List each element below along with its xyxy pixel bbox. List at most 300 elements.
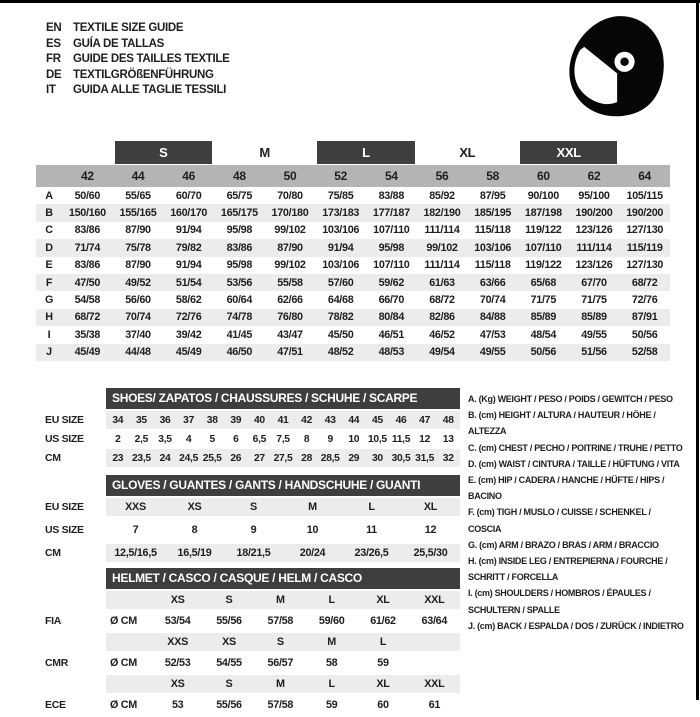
language-code: EN bbox=[46, 22, 62, 34]
measure-row-f bbox=[36, 274, 670, 291]
measure-value: 65/68 bbox=[530, 276, 557, 289]
diameter-unit: Ø CM bbox=[110, 615, 137, 627]
row-letter: D bbox=[45, 241, 53, 254]
measure-value: 190/200 bbox=[626, 207, 664, 220]
measure-row-h bbox=[36, 309, 670, 326]
size-number: 52 bbox=[334, 169, 348, 183]
measure-row-c bbox=[36, 222, 670, 239]
size-number: 50 bbox=[283, 169, 297, 183]
helmet-value: 57/58 bbox=[267, 615, 294, 627]
language-list bbox=[46, 21, 230, 99]
measure-value: 71/74 bbox=[74, 241, 101, 254]
row-label: CM bbox=[45, 452, 61, 464]
size-value: 18/21,5 bbox=[236, 547, 271, 559]
values-row bbox=[106, 430, 460, 448]
helmet-size: XXS bbox=[167, 636, 189, 648]
measure-value: 63/66 bbox=[479, 276, 506, 289]
helmet-value-row bbox=[36, 654, 460, 672]
size-value: 41 bbox=[277, 414, 289, 426]
helmet-size: M bbox=[275, 594, 285, 606]
measure-value: 66/70 bbox=[378, 294, 405, 307]
language-label: GUIDA ALLE TAGLIE TESSILI bbox=[73, 84, 227, 97]
measure-row-b bbox=[36, 204, 670, 221]
size-number: 62 bbox=[587, 169, 601, 183]
size-value: M bbox=[308, 501, 317, 513]
measure-value: 60/70 bbox=[175, 189, 202, 202]
legend-item: E. (cm) HIP / CADERA / HANCHE / HÜFTE / HIPS / BACINO bbox=[468, 475, 665, 502]
measure-value: 173/183 bbox=[322, 207, 360, 220]
measure-value: 62/66 bbox=[277, 294, 303, 307]
size-value: 10 bbox=[348, 433, 360, 445]
measure-value: 95/100 bbox=[578, 189, 610, 202]
measure-row-d bbox=[36, 239, 670, 256]
size-value: 6 bbox=[233, 433, 239, 445]
size-value: 9 bbox=[250, 524, 257, 536]
measure-value: 127/130 bbox=[626, 224, 664, 237]
standard-label: FIA bbox=[45, 615, 62, 627]
helmet-size: XS bbox=[170, 678, 185, 690]
size-value: 27,5 bbox=[273, 452, 293, 464]
measure-value: 87/90 bbox=[125, 259, 151, 272]
measure-value: 46/50 bbox=[226, 346, 253, 359]
shoes-rows bbox=[36, 411, 460, 467]
measure-value: 150/160 bbox=[68, 207, 106, 220]
measure-value: 115/119 bbox=[626, 241, 663, 254]
measure-value: 72/76 bbox=[631, 294, 658, 307]
measure-row-e bbox=[36, 257, 670, 274]
helmet-value-row bbox=[36, 612, 460, 630]
helmet-size: XS bbox=[222, 636, 236, 648]
helmet-size-row bbox=[36, 591, 460, 609]
measure-value: 190/200 bbox=[575, 207, 613, 220]
values-row bbox=[106, 544, 460, 562]
measure-value: 115/118 bbox=[474, 224, 511, 237]
size-group-m: M bbox=[259, 145, 270, 160]
helmet-size: XS bbox=[170, 594, 185, 606]
size-value: 12 bbox=[419, 433, 431, 445]
language-row bbox=[46, 21, 230, 37]
measure-value: 50/56 bbox=[530, 346, 557, 359]
language-label: GUÍA DE TALLAS bbox=[73, 37, 164, 50]
diameter-unit: Ø CM bbox=[110, 699, 137, 711]
measure-value: 107/110 bbox=[525, 241, 562, 254]
measure-value: 46/52 bbox=[429, 328, 455, 341]
row-letter: A bbox=[45, 189, 53, 202]
language-code: ES bbox=[46, 37, 61, 50]
size-row bbox=[36, 521, 460, 539]
size-value: 28 bbox=[301, 452, 313, 464]
legend-list bbox=[460, 388, 686, 717]
measure-value: 48/54 bbox=[530, 328, 557, 341]
measure-value: 46/51 bbox=[378, 328, 405, 341]
measure-value: 61/63 bbox=[429, 276, 455, 289]
size-value: 43 bbox=[324, 414, 336, 426]
measure-value: 47/51 bbox=[277, 346, 303, 359]
helmet-value-row bbox=[36, 696, 460, 714]
size-value: XS bbox=[187, 501, 202, 513]
size-value: L bbox=[368, 501, 375, 513]
main-table-body bbox=[36, 187, 670, 361]
size-group-xxl: XXL bbox=[520, 141, 617, 164]
size-value: 2 bbox=[115, 433, 121, 445]
measure-value: 79/82 bbox=[175, 241, 202, 254]
measure-value: 103/106 bbox=[322, 224, 360, 237]
size-number: 58 bbox=[486, 169, 500, 183]
measure-value: 45/50 bbox=[327, 328, 354, 341]
helmet-value: 59/60 bbox=[318, 615, 345, 627]
language-code: DE bbox=[46, 68, 62, 81]
size-number: 56 bbox=[435, 169, 449, 183]
row-label: US SIZE bbox=[45, 433, 84, 445]
legend-item: A. (Kg) WEIGHT / PESO / POIDS / GEWITCH / PESO bbox=[468, 394, 673, 404]
measure-value: 68/72 bbox=[74, 311, 101, 324]
helmet-values bbox=[106, 654, 460, 672]
legend-item: J. (cm) BACK / ESPALDA / DOS / ZURÜCK / INDIETRO bbox=[468, 620, 684, 631]
size-value: 11 bbox=[366, 524, 377, 536]
measure-value: 70/74 bbox=[125, 311, 151, 324]
legend-item: F. (cm) TIGH / MUSLO / CUISSE / SCHENKEL / COSCIA bbox=[468, 507, 651, 534]
size-value: S bbox=[250, 501, 257, 513]
measure-value: 85/92 bbox=[429, 189, 455, 202]
row-label: EU SIZE bbox=[45, 501, 84, 513]
textile-size-table bbox=[36, 140, 670, 361]
size-value: 4 bbox=[185, 433, 192, 445]
size-value: 3,5 bbox=[158, 433, 172, 445]
size-group-s: S bbox=[115, 141, 212, 164]
measure-value: 177/187 bbox=[372, 207, 410, 220]
size-value: 44 bbox=[348, 414, 360, 426]
measure-value: 87/91 bbox=[631, 311, 658, 324]
size-value: 46 bbox=[395, 414, 407, 426]
size-value: 34 bbox=[112, 414, 124, 426]
size-number-row bbox=[36, 165, 670, 187]
standard-label: CMR bbox=[45, 657, 69, 669]
size-number: 60 bbox=[536, 169, 550, 183]
measure-value: 111/114 bbox=[424, 224, 460, 237]
helmet-size-row bbox=[36, 675, 460, 693]
measure-value: 91/94 bbox=[175, 224, 202, 237]
measure-row-g bbox=[36, 291, 670, 308]
measure-value: 56/60 bbox=[125, 294, 151, 307]
helmet-value: 59 bbox=[377, 657, 389, 669]
language-code: FR bbox=[46, 53, 61, 66]
size-group-row bbox=[36, 140, 670, 165]
helmet-size: S bbox=[225, 678, 233, 690]
measure-value: 51/54 bbox=[175, 276, 202, 289]
measure-value: 83/86 bbox=[74, 259, 101, 272]
language-row bbox=[46, 37, 230, 53]
measure-value: 83/86 bbox=[226, 241, 253, 254]
measure-value: 49/52 bbox=[125, 276, 151, 289]
size-value: 32 bbox=[442, 452, 454, 464]
measure-value: 64/68 bbox=[327, 294, 354, 307]
size-row bbox=[36, 430, 460, 448]
size-row bbox=[36, 411, 460, 429]
size-value: 26 bbox=[230, 452, 242, 464]
size-row bbox=[36, 449, 460, 467]
size-value: 11,5 bbox=[391, 433, 411, 445]
lower-section bbox=[36, 388, 686, 717]
size-value: 5 bbox=[209, 433, 215, 445]
measure-value: 41/45 bbox=[226, 328, 253, 341]
gloves-section-header: GLOVES / GUANTES / GANTS / HANDSCHUHE / GUANTI bbox=[106, 475, 460, 496]
measure-value: 87/90 bbox=[125, 224, 151, 237]
measure-value: 82/86 bbox=[429, 311, 455, 324]
size-value: 10 bbox=[306, 524, 319, 536]
helmet-value: 53 bbox=[171, 699, 184, 711]
size-value: 36 bbox=[159, 414, 171, 426]
measure-value: 49/55 bbox=[581, 328, 607, 341]
row-letter: J bbox=[46, 346, 52, 359]
helmet-size: L bbox=[379, 636, 387, 648]
helmet-section bbox=[36, 568, 460, 714]
measure-value: 85/89 bbox=[530, 311, 557, 324]
measure-value: 127/130 bbox=[626, 259, 664, 272]
helmet-icon bbox=[556, 13, 674, 119]
measure-value: 107/110 bbox=[373, 224, 410, 237]
measure-value: 91/94 bbox=[327, 241, 354, 254]
values-row bbox=[106, 411, 460, 429]
size-value: 12 bbox=[424, 524, 437, 536]
measure-value: 182/190 bbox=[423, 207, 461, 220]
measure-value: 58/62 bbox=[175, 294, 202, 307]
legend-item: I. (cm) SHOULDERS / HOMBROS / ÉPAULES / SCHULTERN / SPALLE bbox=[468, 588, 651, 615]
measure-value: 57/60 bbox=[327, 276, 354, 289]
helmet-value: 58 bbox=[325, 657, 338, 669]
helmet-value: 55/56 bbox=[216, 615, 242, 627]
helmet-value: 61/62 bbox=[370, 615, 396, 627]
helmet-sizes bbox=[106, 633, 460, 651]
helmet-sizes bbox=[106, 591, 460, 609]
measure-value: 170/180 bbox=[271, 207, 309, 220]
size-value: 23,5 bbox=[131, 452, 151, 464]
measure-value: 78/82 bbox=[327, 311, 354, 324]
measure-value: 48/52 bbox=[327, 346, 354, 359]
size-value: 30,5 bbox=[391, 452, 411, 464]
size-value: 39 bbox=[230, 414, 242, 426]
size-value: 40 bbox=[253, 414, 265, 426]
row-letter: I bbox=[47, 328, 51, 341]
measure-value: 87/90 bbox=[277, 241, 303, 254]
measure-value: 91/94 bbox=[175, 259, 202, 272]
measure-value: 53/56 bbox=[226, 276, 253, 289]
helmet-value: 61 bbox=[428, 699, 441, 711]
size-value: 9 bbox=[327, 433, 333, 445]
top-border-line bbox=[0, 0, 700, 3]
legend-item: B. (cm) HEIGHT / ALTURA / HAUTEUR / HÖHE / ALTEZZA bbox=[468, 410, 656, 437]
helmet-size: L bbox=[328, 594, 335, 606]
measure-value: 111/114 bbox=[424, 259, 460, 272]
size-number: 42 bbox=[80, 169, 94, 183]
legend-item: H. (cm) INSIDE LEG / ENTREPIERNA / FOURCHE / SCHRITT / FORCELLA bbox=[468, 556, 668, 583]
helmet-value: 56/57 bbox=[267, 657, 294, 669]
helmet-value: 63/64 bbox=[421, 615, 448, 627]
lower-left-column bbox=[36, 388, 460, 717]
size-value: 2,5 bbox=[134, 433, 149, 445]
legend-item: C. (cm) CHEST / PECHO / POITRINE / TRUHE / PETTO bbox=[468, 442, 683, 453]
size-value: 30 bbox=[371, 452, 383, 464]
language-label: TEXTILE SIZE GUIDE bbox=[73, 22, 184, 34]
size-value: 28,5 bbox=[320, 452, 340, 464]
language-label: TEXTILGRÖßENFÜHRUNG bbox=[73, 68, 214, 81]
measure-value: 50/56 bbox=[631, 328, 658, 341]
size-value: 8 bbox=[303, 433, 310, 445]
language-code: IT bbox=[46, 84, 56, 97]
helmet-section-header: HELMET / CASCO / CASQUE / HELM / CASCO bbox=[106, 568, 460, 589]
measure-value: 52/58 bbox=[631, 346, 658, 359]
size-value: 25,5/30 bbox=[413, 547, 448, 559]
measure-value: 60/64 bbox=[226, 294, 253, 307]
size-group-l: L bbox=[317, 141, 414, 164]
size-row bbox=[36, 498, 460, 516]
values-row bbox=[106, 521, 460, 539]
helmet-value: 60 bbox=[377, 699, 389, 711]
measure-value: 123/126 bbox=[575, 224, 613, 237]
helmet-size: XL bbox=[376, 678, 390, 690]
size-value: 6,5 bbox=[252, 433, 267, 445]
standard-label: ECE bbox=[45, 699, 66, 711]
measure-value: 187/198 bbox=[524, 207, 562, 220]
helmet-value: 59 bbox=[325, 699, 338, 711]
size-number: 46 bbox=[182, 169, 196, 183]
size-value: 31,5 bbox=[415, 452, 435, 464]
helmet-size: L bbox=[328, 678, 335, 690]
values-row bbox=[106, 498, 460, 516]
measure-value: 99/102 bbox=[426, 241, 458, 254]
size-value: 16,5/19 bbox=[177, 547, 212, 559]
measure-value: 59/62 bbox=[378, 276, 405, 289]
size-value: 47 bbox=[419, 414, 431, 426]
helmet-size: XXL bbox=[424, 678, 445, 690]
measure-value: 67/70 bbox=[581, 276, 607, 289]
measure-value: 165/175 bbox=[220, 207, 258, 220]
right-border-line bbox=[696, 0, 699, 700]
size-value: 25,5 bbox=[202, 452, 222, 464]
size-value: 20/24 bbox=[299, 547, 326, 559]
helmet-values bbox=[106, 612, 460, 630]
row-letter: F bbox=[45, 276, 53, 289]
measure-value: 103/106 bbox=[474, 241, 512, 254]
measure-value: 37/40 bbox=[125, 328, 151, 341]
measure-value: 35/38 bbox=[74, 328, 101, 341]
size-value: 27 bbox=[253, 452, 265, 464]
row-label: CM bbox=[45, 547, 61, 559]
helmet-size: S bbox=[276, 636, 284, 648]
size-value: 23 bbox=[112, 452, 124, 464]
legend-item: D. (cm) WAIST / CINTURA / TAILLE / HÜFTUNG / VITA bbox=[468, 458, 680, 469]
helmet-size: M bbox=[327, 636, 336, 648]
language-row bbox=[46, 68, 230, 84]
measure-row-i bbox=[36, 326, 670, 343]
measure-value: 72/76 bbox=[175, 311, 202, 324]
size-value: 24 bbox=[159, 452, 171, 464]
row-letter: E bbox=[45, 259, 53, 272]
measure-value: 123/126 bbox=[575, 259, 613, 272]
size-number: 54 bbox=[384, 169, 398, 183]
measure-row-j bbox=[36, 344, 670, 361]
measure-value: 87/95 bbox=[479, 189, 506, 202]
measure-value: 70/80 bbox=[277, 189, 303, 202]
language-row bbox=[46, 52, 230, 68]
size-value: 37 bbox=[183, 414, 195, 426]
size-value: 8 bbox=[191, 524, 198, 536]
shoes-section bbox=[36, 388, 460, 467]
size-value: 24,5 bbox=[179, 452, 199, 464]
helmet-value: 55/56 bbox=[216, 699, 242, 711]
row-letter: B bbox=[45, 207, 53, 220]
size-number: 44 bbox=[131, 169, 145, 183]
measure-value: 103/106 bbox=[322, 259, 360, 272]
measure-value: 80/84 bbox=[378, 311, 405, 324]
measure-value: 84/88 bbox=[479, 311, 506, 324]
row-label: EU SIZE bbox=[45, 414, 84, 426]
measure-value: 44/48 bbox=[125, 346, 151, 359]
size-value: 45 bbox=[371, 414, 383, 426]
legend-item: G. (cm) ARM / BRAZO / BRAS / ARM / BRACCIO bbox=[468, 539, 659, 550]
measure-value: 119/122 bbox=[525, 259, 562, 272]
diameter-unit: Ø CM bbox=[110, 657, 137, 669]
helmet-size: M bbox=[275, 678, 285, 690]
size-group-xl: XL bbox=[459, 145, 476, 160]
gloves-section bbox=[36, 475, 460, 562]
measure-value: 47/53 bbox=[479, 328, 506, 341]
measure-value: 95/98 bbox=[226, 259, 253, 272]
helmet-size-row bbox=[36, 633, 460, 651]
row-label: US SIZE bbox=[45, 524, 84, 536]
measure-value: 51/56 bbox=[581, 346, 607, 359]
measure-value: 70/74 bbox=[479, 294, 506, 307]
measure-value: 185/195 bbox=[474, 207, 512, 220]
measure-value: 71/75 bbox=[530, 294, 557, 307]
helmet-value: 57/58 bbox=[267, 699, 294, 711]
measure-value: 83/86 bbox=[74, 224, 101, 237]
measure-value: 160/170 bbox=[170, 207, 208, 220]
size-value: XL bbox=[423, 501, 438, 513]
size-value: 48 bbox=[442, 414, 454, 426]
measure-value: 111/114 bbox=[576, 241, 612, 254]
measure-value: 99/102 bbox=[274, 224, 306, 237]
measure-value: 105/115 bbox=[626, 189, 663, 202]
measure-value: 85/89 bbox=[581, 311, 607, 324]
size-value: 23/26,5 bbox=[354, 547, 389, 559]
measure-value: 55/58 bbox=[277, 276, 303, 289]
measure-value: 68/72 bbox=[631, 276, 658, 289]
size-value: 12,5/16,5 bbox=[114, 547, 157, 559]
row-letter: C bbox=[45, 224, 53, 237]
helmet-size: XXL bbox=[424, 594, 445, 606]
size-value: 7 bbox=[132, 524, 139, 536]
measure-value: 45/49 bbox=[74, 346, 101, 359]
measure-value: 48/53 bbox=[378, 346, 405, 359]
measure-value: 95/98 bbox=[378, 241, 405, 254]
helmet-value: 52/53 bbox=[164, 657, 191, 669]
language-row bbox=[46, 83, 230, 99]
size-value: 38 bbox=[206, 414, 218, 426]
row-letter: H bbox=[45, 311, 53, 324]
size-value: XXS bbox=[125, 501, 146, 513]
size-row bbox=[36, 544, 460, 562]
measure-value: 50/60 bbox=[74, 189, 101, 202]
measure-value: 74/78 bbox=[226, 311, 253, 324]
measure-row-a bbox=[36, 187, 670, 204]
measure-value: 45/49 bbox=[175, 346, 202, 359]
helmet-size: XL bbox=[376, 594, 390, 606]
measure-value: 54/58 bbox=[74, 294, 101, 307]
helmet-values bbox=[106, 696, 460, 714]
language-label: GUIDE DES TAILLES TEXTILE bbox=[73, 53, 230, 66]
measure-value: 43/47 bbox=[277, 328, 303, 341]
measure-value: 71/75 bbox=[581, 294, 607, 307]
